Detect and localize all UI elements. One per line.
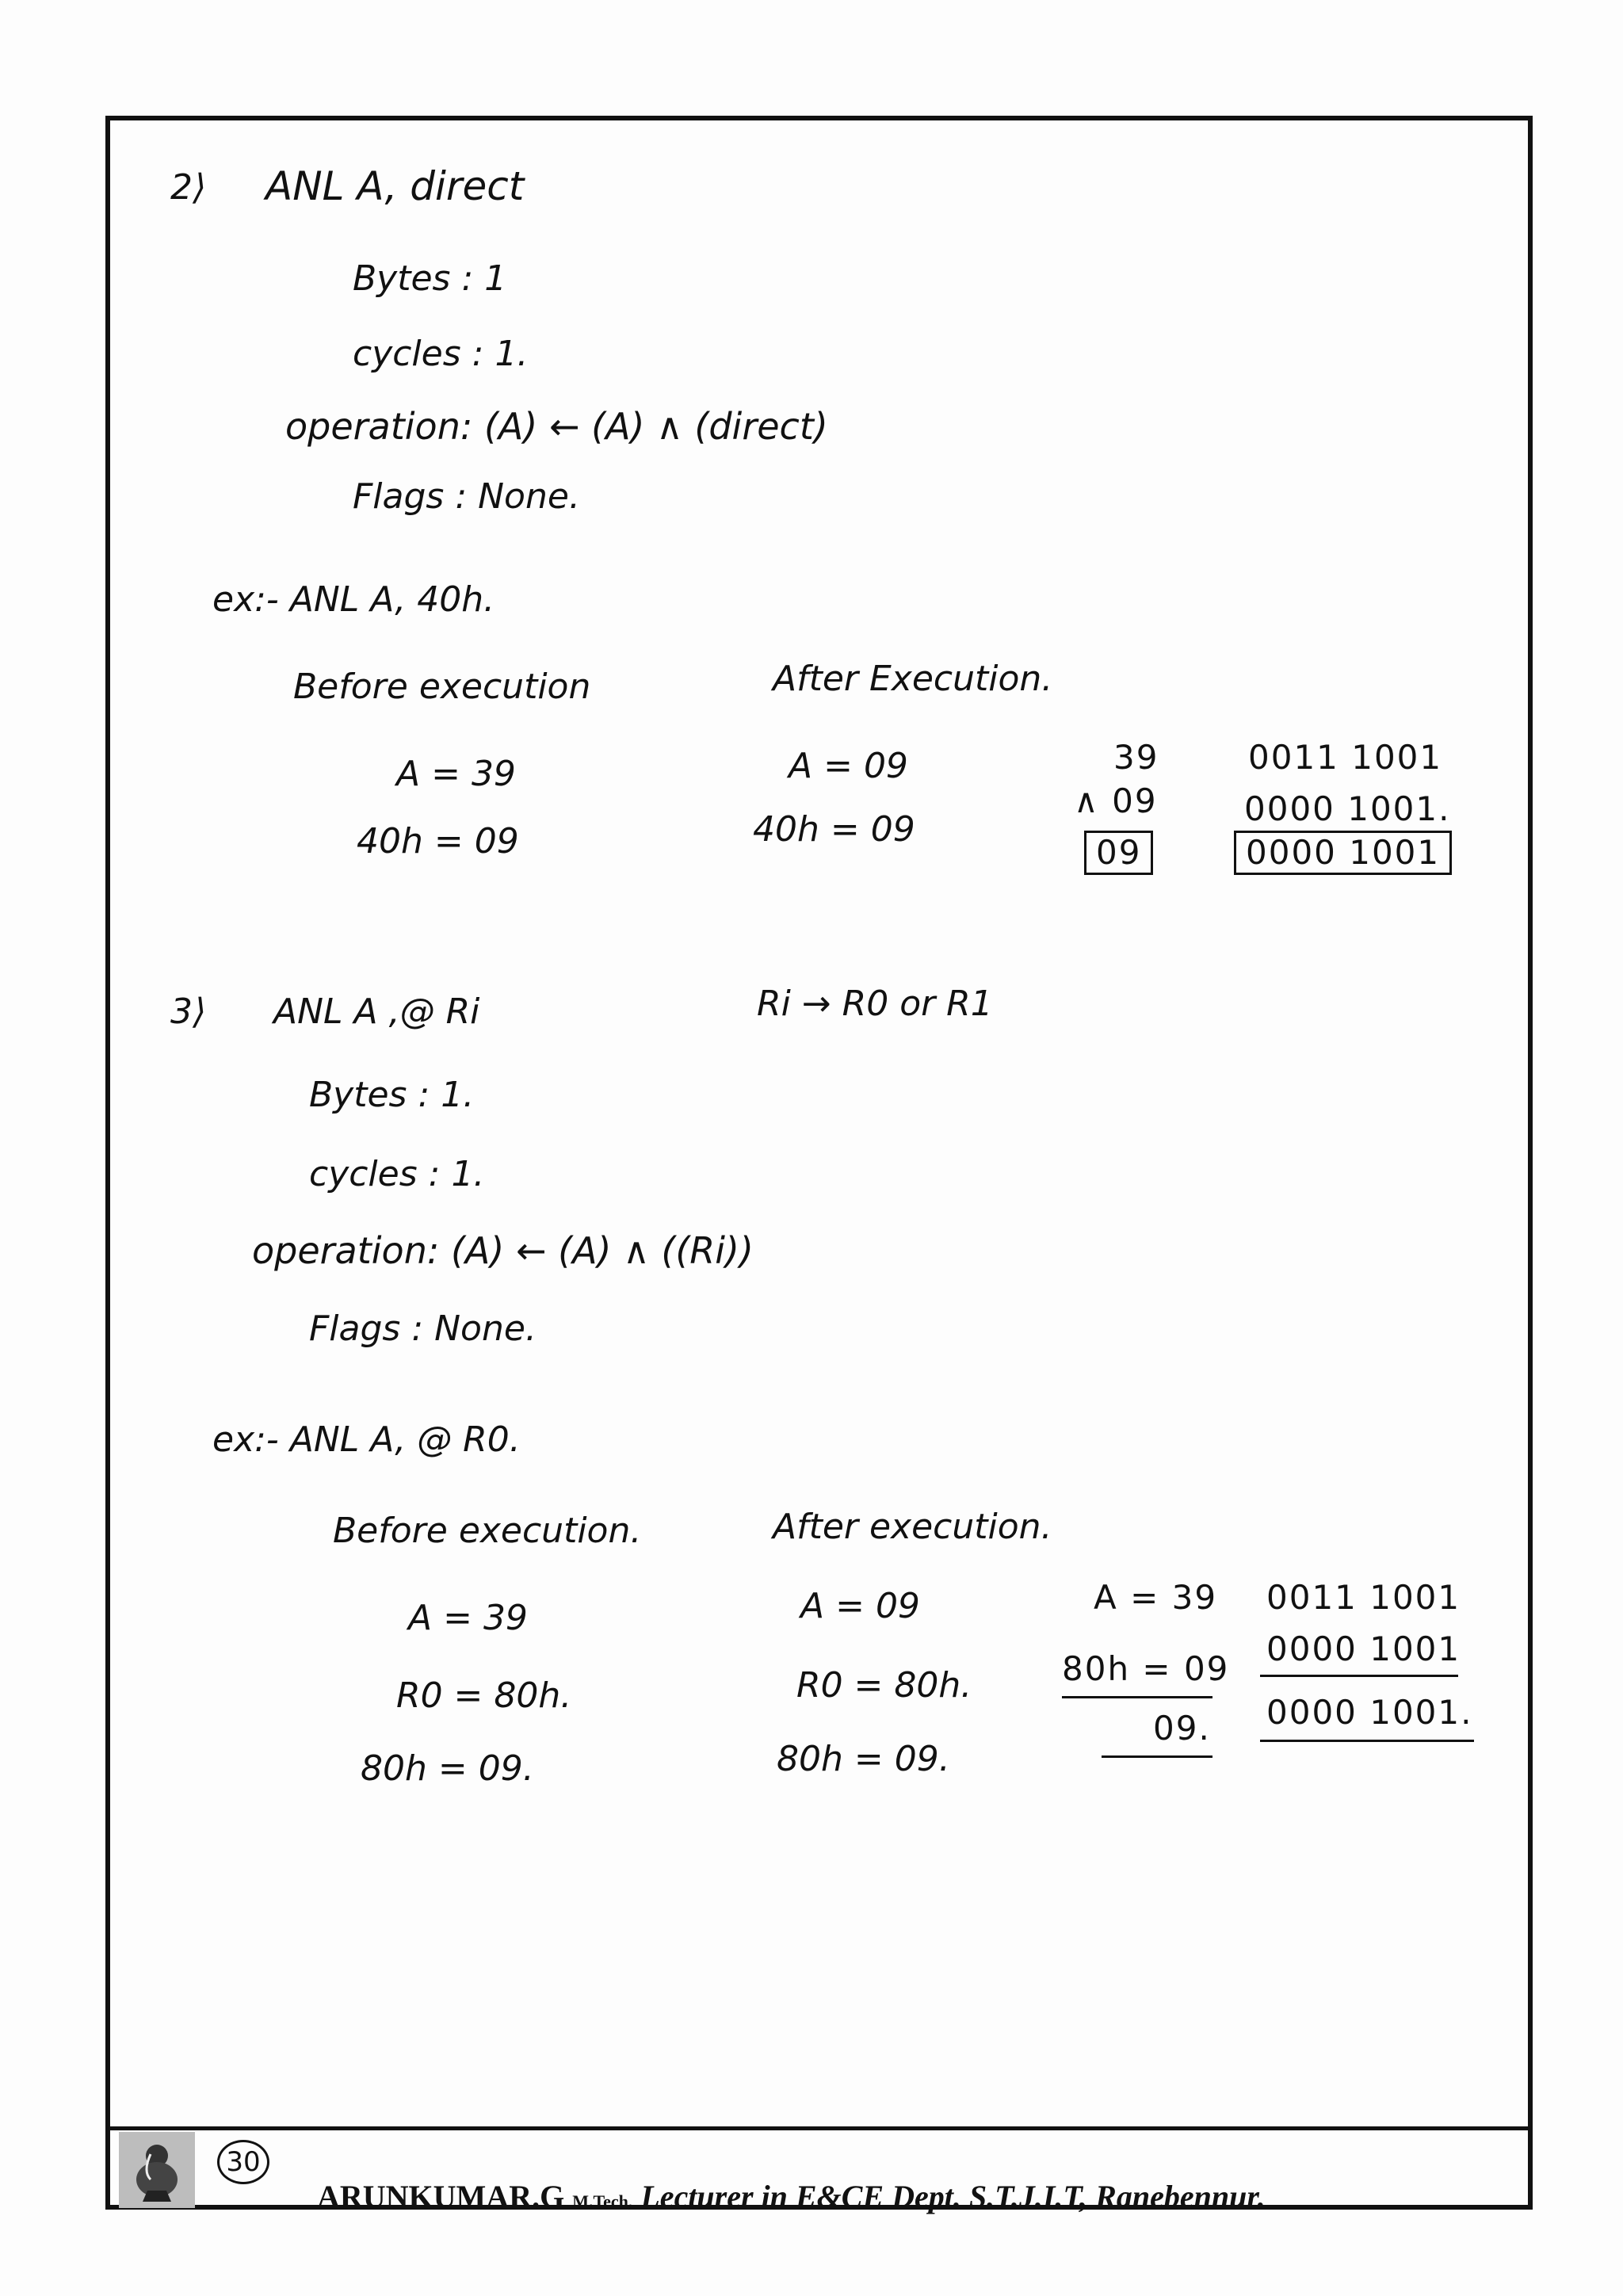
page-number: 30	[217, 2140, 269, 2184]
calc-bin-operand: 0000 1001.	[1244, 789, 1451, 828]
calc-hex-result: 09	[1084, 831, 1153, 875]
ganesha-logo-icon	[119, 2132, 195, 2208]
before-value: 80h = 09.	[361, 1748, 534, 1789]
result-rule	[1102, 1755, 1212, 1758]
after-value: A = 09	[789, 746, 908, 786]
before-value: R0 = 80h.	[396, 1675, 572, 1716]
cycles-line: cycles : 1.	[309, 1154, 485, 1194]
cycles-line: cycles : 1.	[353, 334, 529, 374]
calc-hex-operand: ∧ 09	[1074, 781, 1158, 820]
after-value: 80h = 09.	[777, 1739, 950, 1779]
flags-line: Flags : None.	[309, 1308, 537, 1349]
before-value: 40h = 09	[357, 821, 519, 861]
example-line: ex:- ANL A, 40h.	[212, 579, 495, 620]
calc-hex-operand: 39	[1113, 738, 1159, 777]
flags-line: Flags : None.	[353, 476, 580, 517]
footer-divider	[105, 2126, 1533, 2130]
before-label: Before execution.	[333, 1511, 642, 1551]
after-label: After Execution.	[773, 659, 1053, 699]
calc-hex-operand: 80h = 09	[1062, 1649, 1230, 1688]
bytes-line: Bytes : 1.	[309, 1075, 475, 1115]
calc-bin-operand: 0011 1001	[1248, 738, 1443, 777]
register-note: Ri → R0 or R1	[757, 984, 993, 1024]
section-number: 3⟩	[170, 991, 207, 1032]
calc-bin-operand: 0011 1001	[1266, 1578, 1461, 1617]
calc-hex-result: 09.	[1153, 1709, 1211, 1748]
section-number: 2⟩	[170, 167, 207, 208]
calc-hex-operand: A = 39	[1094, 1578, 1218, 1617]
instruction-heading: ANL A ,@ Ri	[273, 991, 480, 1032]
author-name: ARUNKUMAR.G	[317, 2179, 565, 2214]
operation-line: operation: (A) ← (A) ∧ (direct)	[285, 405, 828, 448]
after-value: R0 = 80h.	[796, 1665, 972, 1706]
after-label: After execution.	[773, 1507, 1052, 1547]
calc-bin-operand: 0000 1001	[1266, 1629, 1461, 1668]
calc-bin-result: 0000 1001	[1234, 831, 1452, 875]
sum-rule	[1260, 1675, 1458, 1677]
example-line: ex:- ANL A, @ R0.	[212, 1419, 521, 1460]
calc-bin-result: 0000 1001.	[1266, 1693, 1473, 1732]
author-credit	[317, 2178, 1266, 2215]
after-value: A = 09	[800, 1586, 920, 1626]
sum-rule	[1062, 1696, 1212, 1698]
after-value: 40h = 09	[753, 809, 915, 850]
author-role: Lecturer in E&CE Dept. S.T.J.I.T, Ranebennur.	[640, 2179, 1266, 2214]
bytes-line: Bytes : 1	[353, 258, 507, 299]
result-rule	[1260, 1740, 1474, 1742]
before-label: Before execution	[293, 667, 591, 707]
before-value: A = 39	[396, 754, 516, 794]
instruction-heading: ANL A, direct	[265, 163, 525, 209]
author-degree: M.Tech,	[572, 2191, 633, 2211]
before-value: A = 39	[408, 1598, 528, 1638]
operation-line: operation: (A) ← (A) ∧ ((Ri))	[252, 1229, 754, 1272]
